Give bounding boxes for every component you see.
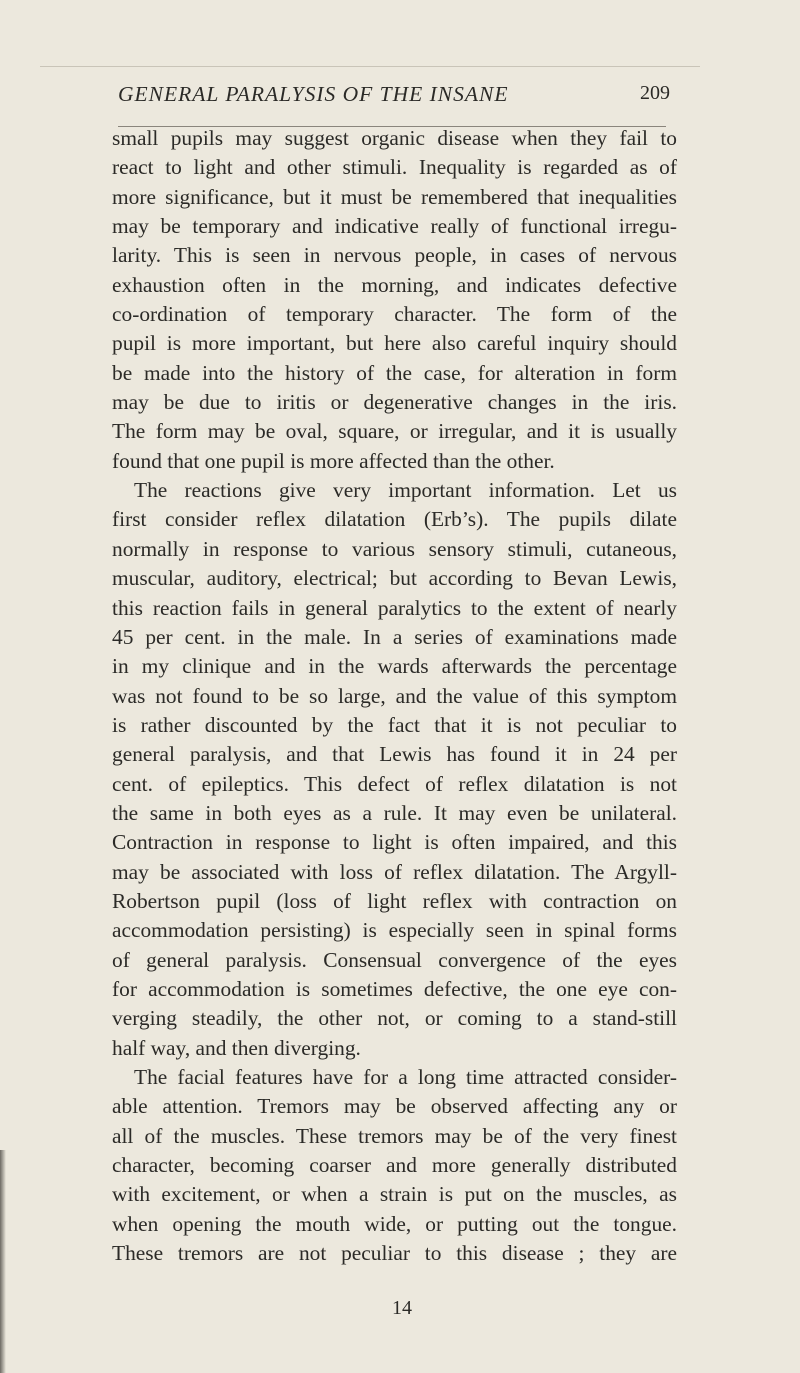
text-line: co-ordination of temporary character. The form of the	[112, 302, 677, 327]
text-line: muscular, auditory, electrical; but according to Bevan Lewis,	[112, 566, 677, 591]
text-line: the same in both eyes as a rule. It may even be unilateral.	[112, 800, 677, 825]
text-line: half way, and then diverging.	[112, 1035, 361, 1060]
text-line: all of the muscles. These tremors may be of the very finest	[112, 1123, 677, 1148]
text-line: Robertson pupil (loss of light reflex with contraction on	[112, 888, 677, 913]
text-line: able attention. Tremors may be observed affecting any or	[112, 1094, 677, 1119]
text-line: be made into the history of the case, for alteration in form	[112, 360, 677, 385]
signature-mark: 14	[392, 1297, 412, 1319]
text-line: cent. of epileptics. This defect of reflex dilatation is not	[112, 771, 677, 796]
text-line: larity. This is seen in nervous people, in cases of nervous	[112, 243, 677, 268]
body-text	[112, 124, 677, 1268]
text-line: found that one pupil is more affected than the other.	[112, 448, 555, 473]
text-line: pupil is more important, but here also careful inquiry should	[112, 331, 677, 356]
text-line: These tremors are not peculiar to this disease ; they are	[112, 1241, 677, 1266]
text-line: accommodation persisting) is especially seen in spinal forms	[112, 918, 677, 943]
text-line: of general paralysis. Consensual convergence of the eyes	[112, 947, 677, 972]
paragraph-first-line: The reactions give very important information. Let us	[134, 478, 677, 503]
text-line: for accommodation is sometimes defective, the one eye con-	[112, 976, 677, 1001]
page-number: 209	[640, 82, 670, 104]
text-line: general paralysis, and that Lewis has found it in 24 per	[112, 742, 677, 767]
paragraph-first-line: The facial features have for a long time attracted consider-	[134, 1065, 677, 1089]
page-edge-shadow	[0, 1150, 6, 1373]
text-line: The form may be oval, square, or irregular, and it is usually	[112, 419, 677, 444]
running-title: GENERAL PARALYSIS OF THE INSANE	[118, 82, 509, 106]
page-top-edge	[40, 66, 700, 67]
text-line: may be associated with loss of reflex dilatation. The Argyll-	[112, 859, 677, 884]
text-line: was not found to be so large, and the value of this symptom	[112, 683, 677, 708]
text-line: is rather discounted by the fact that it is not peculiar to	[112, 712, 677, 737]
text-line: exhaustion often in the morning, and indicates defective	[112, 272, 677, 297]
text-line: when opening the mouth wide, or putting out the tongue.	[112, 1211, 677, 1236]
text-line: Contraction in response to light is often impaired, and this	[112, 830, 677, 855]
text-line: in my clinique and in the wards afterwards the percentage	[112, 654, 677, 679]
text-line: may be due to iritis or degenerative changes in the iris.	[112, 390, 677, 415]
text-line: character, becoming coarser and more generally distributed	[112, 1153, 677, 1178]
text-line: may be temporary and indicative really of functional irregu-	[112, 214, 677, 239]
text-line: this reaction fails in general paralytics to the extent of nearly	[112, 595, 677, 620]
text-line: verging steadily, the other not, or coming to a stand-still	[112, 1006, 677, 1031]
text-line: normally in response to various sensory stimuli, cutaneous,	[112, 536, 677, 561]
text-line: first consider reflex dilatation (Erb’s). The pupils dilate	[112, 507, 677, 532]
text-line: 45 per cent. in the male. In a series of examinations made	[112, 624, 677, 649]
running-header	[112, 80, 672, 116]
text-line: more significance, but it must be remembered that inequalities	[112, 184, 677, 209]
text-line: small pupils may suggest organic disease when they fail to	[112, 126, 677, 150]
text-line: with excitement, or when a strain is put on the muscles, as	[112, 1182, 677, 1207]
text-line: react to light and other stimuli. Inequality is regarded as of	[112, 155, 677, 180]
